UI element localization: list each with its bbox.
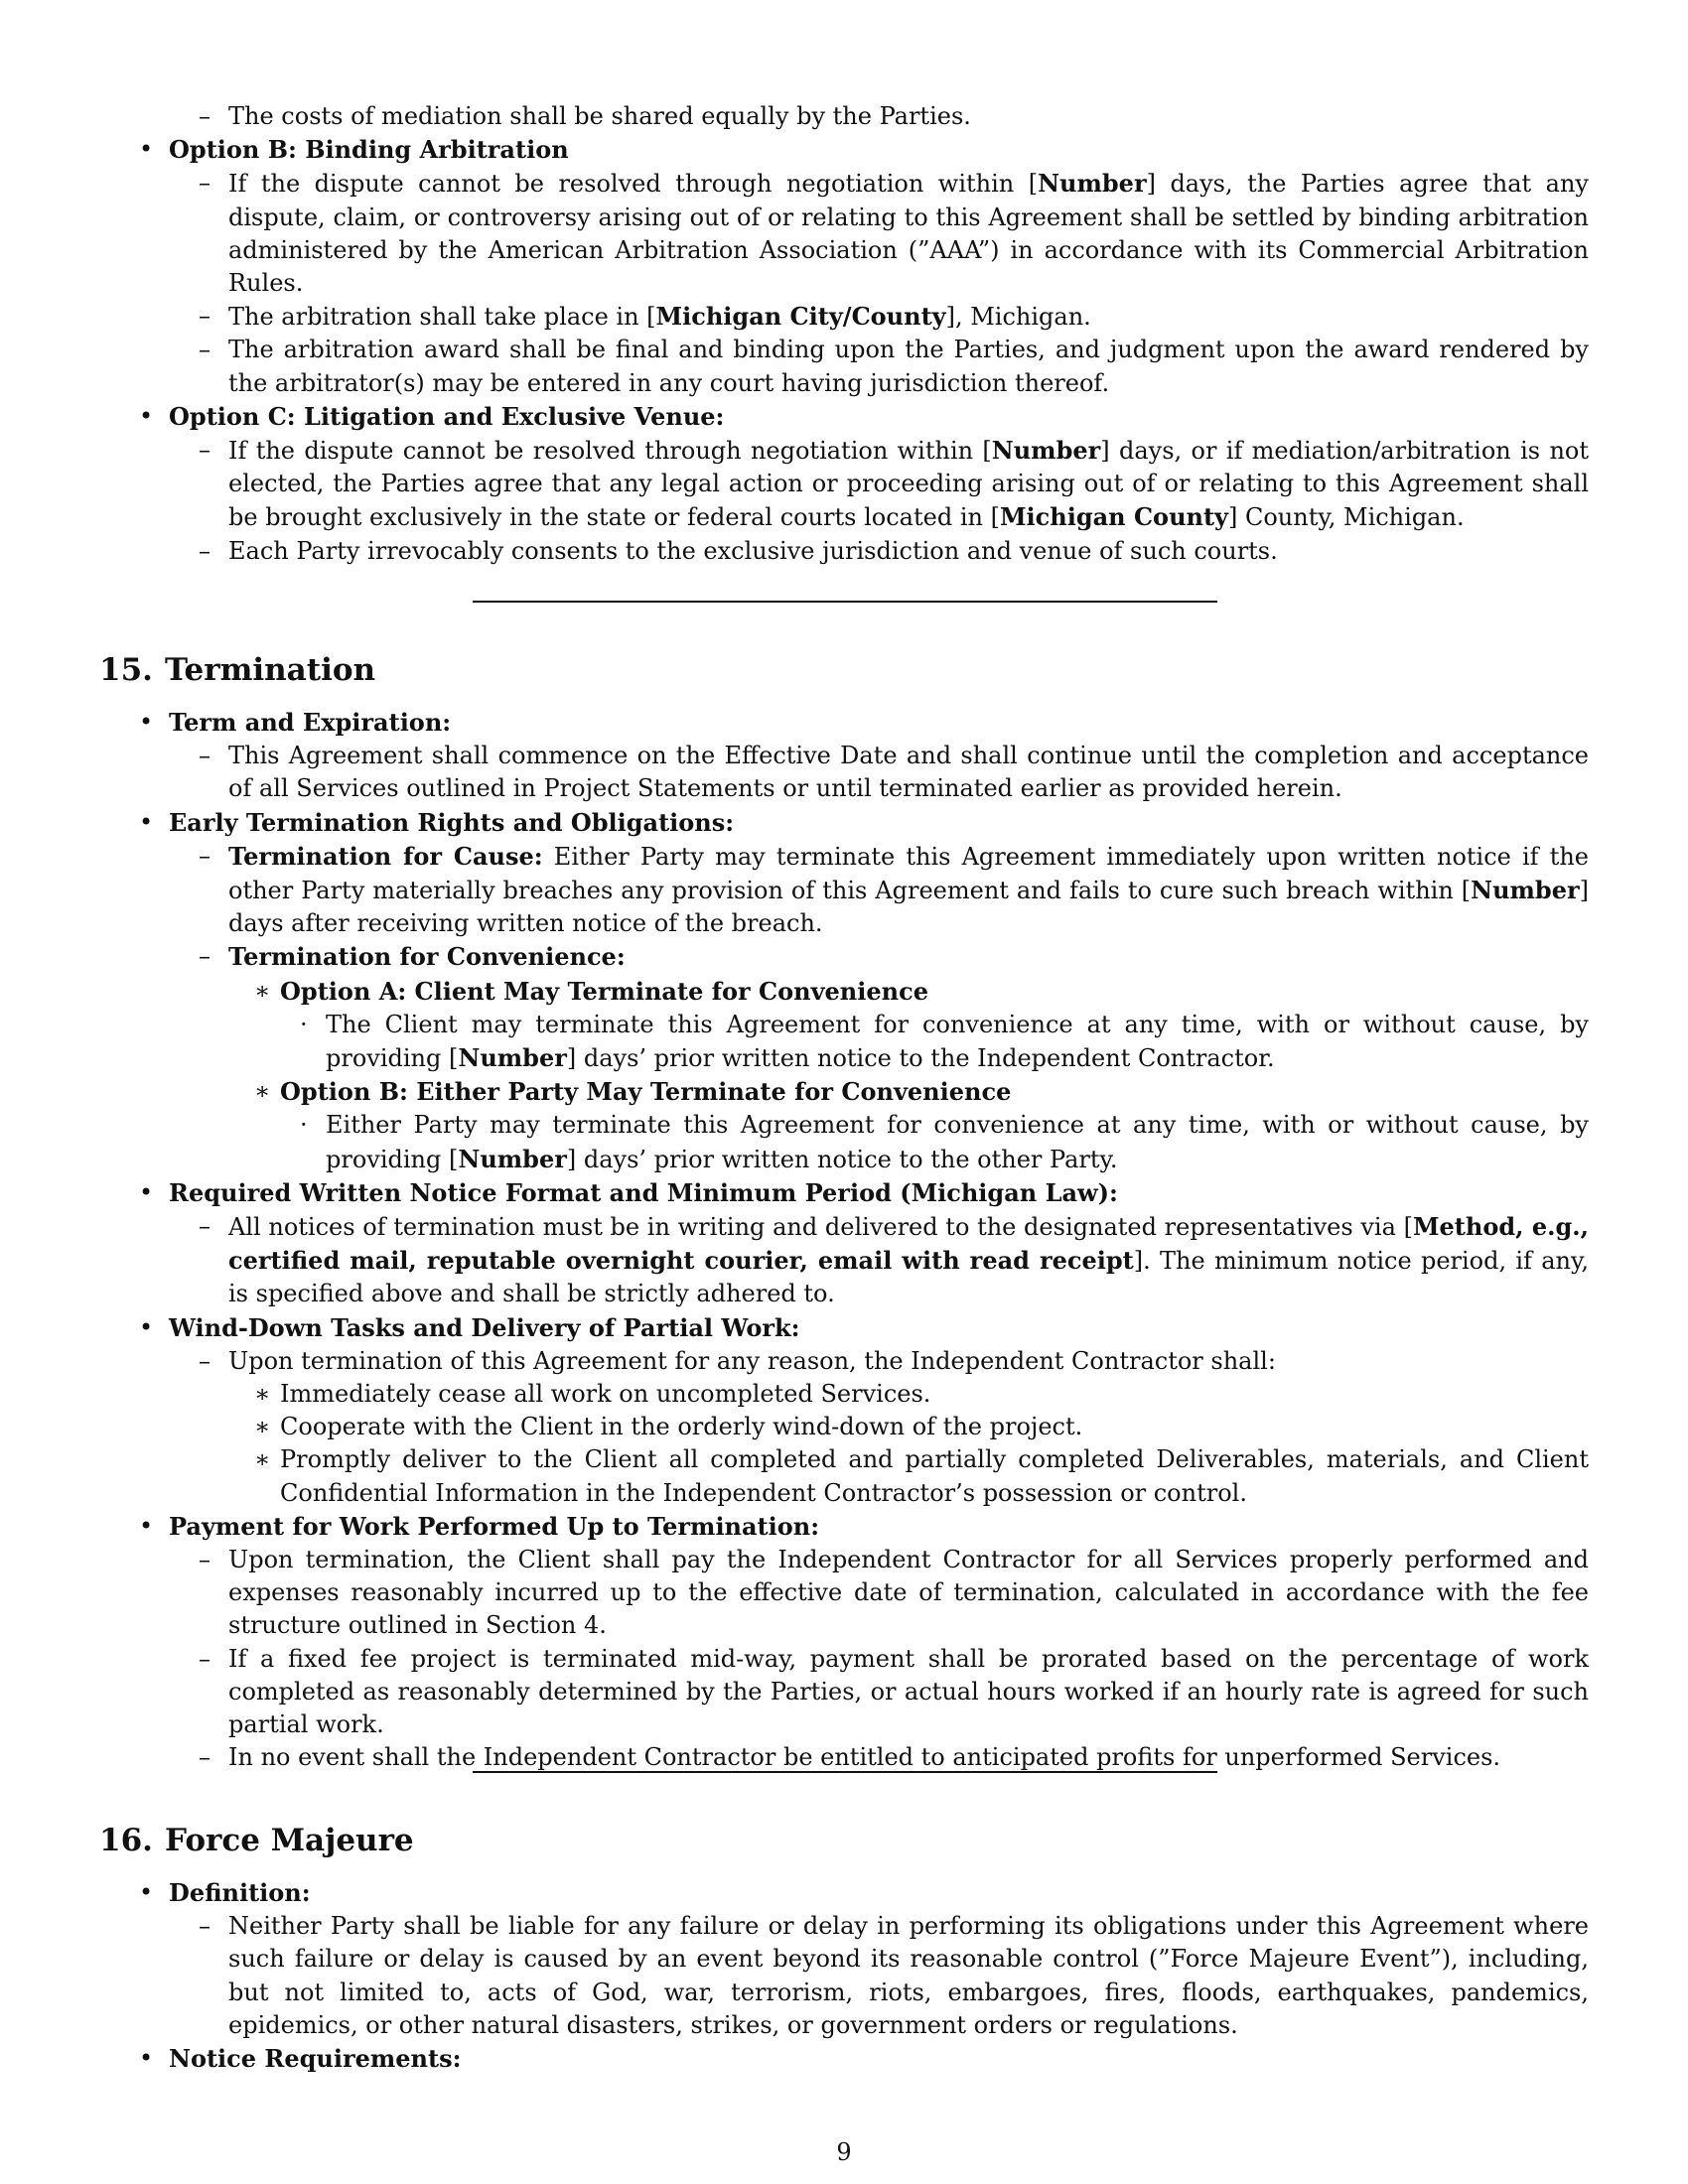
dash-marker: – xyxy=(199,102,211,130)
payment-text: If a fixed fee project is terminated mid-way, payment shall be prorated based on the percentage of work completed as reasonably determined by the Parties, or actual hours worked if an hourly rate is agreed for such partial work. xyxy=(228,1644,1589,1739)
consent-jurisdiction-text: Each Party irrevocably consents to the exclusive jurisdiction and venue of such courts. xyxy=(228,536,1278,565)
dash-marker: – xyxy=(199,436,211,465)
option-b-either-title: Option B: Either Party May Terminate for Convenience xyxy=(280,1077,1012,1107)
asterisk-marker: ∗ xyxy=(254,976,271,1005)
dash-marker: – xyxy=(199,1912,211,1941)
section-15-body xyxy=(0,706,1688,1775)
option-c-item xyxy=(139,400,1589,434)
bullet-marker: • xyxy=(139,1312,154,1341)
placeholder-number: Number xyxy=(991,436,1101,466)
dash-marker: – xyxy=(199,942,211,971)
asterisk-marker: ∗ xyxy=(254,1077,271,1106)
term-title: Term and Expiration: xyxy=(169,708,452,737)
list-item xyxy=(199,100,1589,133)
section-title: Force Majeure xyxy=(165,1823,414,1858)
list-item xyxy=(199,740,1589,805)
notice-requirements-title: Notice Requirements: xyxy=(169,2044,462,2074)
definition-text: Neither Party shall be liable for any failure or delay in performing its obligations under this Agreement where such failure or delay is caused by an event beyond its reasonable control (”Force Majeure Event”), including, but not limited to, acts of God, war, terrorism, riots, embargoes, fires, floods, earthquakes, pandemics, epidemics, or other natural disasters, strikes, or government orders or regulations. xyxy=(228,1912,1589,2039)
text-fragment: ] County, Michigan. xyxy=(1228,503,1465,532)
section-divider xyxy=(473,1771,1217,1773)
dash-marker: – xyxy=(199,336,211,364)
placeholder-number: Number xyxy=(1471,876,1580,905)
section-number: 15. xyxy=(99,652,153,688)
option-b-item xyxy=(139,133,1589,167)
text-fragment: ], Michigan. xyxy=(945,303,1091,332)
notice-format-item xyxy=(139,1176,1589,1210)
wind-down-title: Wind-Down Tasks and Delivery of Partial Work: xyxy=(169,1312,800,1342)
text-fragment: ] days’ prior written notice to the Independent Contractor. xyxy=(566,1044,1275,1073)
section-16-body xyxy=(0,1876,1688,2076)
definition-item xyxy=(139,1876,1589,1910)
convenience-label: Termination for Convenience: xyxy=(228,942,626,972)
list-item xyxy=(199,1544,1589,1643)
dash-marker: – xyxy=(199,302,211,331)
placeholder-county: Michigan County xyxy=(999,502,1228,532)
text-fragment: ] days’ prior written notice to the other Party. xyxy=(566,1145,1118,1173)
bullet-marker: • xyxy=(139,1511,154,1540)
text-fragment: Either Party may terminate this Agreement immediately upon written notice if the other Party materially breaches any provision of this Agreement and fails to cure such breach within [ xyxy=(228,842,1589,905)
mediation-cost-text: The costs of mediation shall be shared equally by the Parties. xyxy=(228,102,971,130)
dash-marker: – xyxy=(199,1644,211,1673)
bullet-marker: • xyxy=(139,2044,154,2073)
early-termination-title: Early Termination Rights and Obligations: xyxy=(169,807,735,837)
bullet-marker: • xyxy=(139,807,154,836)
bullet-marker: • xyxy=(139,1878,154,1906)
asterisk-marker: ∗ xyxy=(254,1413,271,1441)
payment-text: Upon termination, the Client shall pay the Independent Contractor for all Services properly performed and expenses reasonably incurred up to the effective date of termination, calculated in accordance with the fee structure outlined in Section 4. xyxy=(228,1546,1589,1640)
placeholder-method: Method, e.g., certified mail, reputable overnight courier, email with read receipt xyxy=(228,1212,1589,1276)
section-title: Termination xyxy=(165,652,376,688)
definition-title: Definition: xyxy=(169,1878,311,1907)
list-item xyxy=(254,1443,1589,1509)
asterisk-marker: ∗ xyxy=(254,1380,271,1409)
list-item xyxy=(199,300,1589,334)
list-item xyxy=(199,940,1589,974)
dispute-resolution-continued xyxy=(0,100,1688,568)
section-number: 16. xyxy=(99,1823,153,1858)
list-item xyxy=(199,434,1589,535)
text-fragment: The Client may terminate this Agreement for convenience at any time, with or without cause, by providing [ xyxy=(326,1010,1589,1073)
page-number: 9 xyxy=(836,2138,852,2166)
payment-text: In no event shall the Independent Contractor be entitled to anticipated profits for unperformed Services. xyxy=(228,1743,1501,1772)
term-text: This Agreement shall commence on the Effective Date and shall continue until the completion and acceptance of all Services outlined in Project Statements or until terminated earlier as provided herein. xyxy=(228,742,1589,803)
text-fragment: Either Party may terminate this Agreement for convenience at any time, with or without cause, by providing [ xyxy=(326,1111,1589,1173)
text-fragment: ]. The minimum notice period, if any, is specified above and shall be strictly adhered to. xyxy=(228,1247,1590,1308)
placeholder-number: Number xyxy=(1038,169,1147,199)
list-item xyxy=(199,334,1589,399)
bullet-marker: • xyxy=(139,1177,154,1206)
dash-marker: – xyxy=(199,1212,211,1241)
bullet-marker: • xyxy=(139,135,154,164)
bullet-marker: • xyxy=(139,708,154,736)
payment-title: Payment for Work Performed Up to Termination: xyxy=(169,1511,820,1541)
dash-marker: – xyxy=(199,1743,211,1772)
dash-marker: – xyxy=(199,841,211,870)
list-item xyxy=(199,1910,1589,2042)
list-item xyxy=(199,1741,1589,1774)
list-item xyxy=(254,975,1589,1009)
list-item xyxy=(199,1210,1590,1311)
section-15-heading xyxy=(99,650,375,690)
dash-marker: – xyxy=(199,536,211,565)
option-b-title: Option B: Binding Arbitration xyxy=(169,135,569,165)
list-item xyxy=(199,840,1589,941)
placeholder-number: Number xyxy=(458,1043,567,1073)
list-item xyxy=(199,535,1589,568)
dash-marker: – xyxy=(199,1346,211,1375)
term-expiration-item xyxy=(139,706,1589,740)
wind-down-step: Promptly deliver to the Client all completed and partially completed Deliverables, materials, and Client Confidential Information in the Independent Contractor’s possession or control. xyxy=(280,1445,1589,1507)
list-item xyxy=(199,1643,1589,1742)
dot-marker: · xyxy=(300,1111,308,1140)
placeholder-city-county: Michigan City/County xyxy=(655,302,946,332)
list-item xyxy=(300,1109,1589,1175)
dash-marker: – xyxy=(199,169,211,198)
section-divider xyxy=(473,601,1217,603)
wind-down-item xyxy=(139,1311,1589,1345)
early-termination-item xyxy=(139,806,1589,840)
list-item xyxy=(254,1378,1589,1411)
wind-down-step: Cooperate with the Client in the orderly wind-down of the project. xyxy=(280,1413,1083,1441)
notice-format-title: Required Written Notice Format and Minimum Period (Michigan Law): xyxy=(169,1177,1118,1207)
arbitration-award-text: The arbitration award shall be final and binding upon the Parties, and judgment upon the award rendered by the arbitrator(s) may be entered in any court having jurisdiction thereof. xyxy=(228,336,1589,397)
list-item xyxy=(199,1345,1589,1378)
asterisk-marker: ∗ xyxy=(254,1445,271,1474)
text-fragment: ] days, or if mediation/arbitration is not elected, the Parties agree that any legal action or proceeding arising out of or relating to this Agreement shall be brought exclusively in the state or federal courts located in [ xyxy=(228,437,1589,532)
text-fragment: If the dispute cannot be resolved through negotiation within [ xyxy=(228,170,1039,199)
list-item xyxy=(254,1411,1589,1443)
wind-down-intro: Upon termination of this Agreement for any reason, the Independent Contractor shall: xyxy=(228,1346,1276,1375)
text-fragment: ] days after receiving written notice of the breach. xyxy=(228,877,1589,938)
text-fragment: If the dispute cannot be resolved through negotiation within [ xyxy=(228,437,992,466)
cause-label: Termination for Cause: xyxy=(228,841,543,871)
payment-item xyxy=(139,1510,1589,1544)
dash-marker: – xyxy=(199,742,211,770)
text-fragment: The arbitration shall take place in [ xyxy=(228,303,656,332)
option-a-title: Option A: Client May Terminate for Convenience xyxy=(280,976,928,1006)
section-16-heading xyxy=(99,1821,414,1860)
list-item xyxy=(254,1075,1589,1109)
list-item xyxy=(300,1009,1589,1075)
text-fragment: ] days, the Parties agree that any dispute, claim, or controversy arising out of or relating to this Agreement shall be settled by binding arbitration administered by the American Arbitration Association (”AAA”) in accordance with its Commercial Arbitration Rules. xyxy=(228,170,1589,298)
dot-marker: · xyxy=(300,1010,308,1038)
placeholder-number: Number xyxy=(458,1144,567,1173)
wind-down-step: Immediately cease all work on uncompleted Services. xyxy=(280,1380,931,1409)
dash-marker: – xyxy=(199,1546,211,1574)
notice-requirements-item xyxy=(139,2042,1589,2076)
bullet-marker: • xyxy=(139,401,154,430)
text-fragment: All notices of termination must be in writing and delivered to the designated representatives via [ xyxy=(228,1213,1413,1242)
option-c-title: Option C: Litigation and Exclusive Venue: xyxy=(169,401,725,431)
list-item xyxy=(199,167,1589,300)
